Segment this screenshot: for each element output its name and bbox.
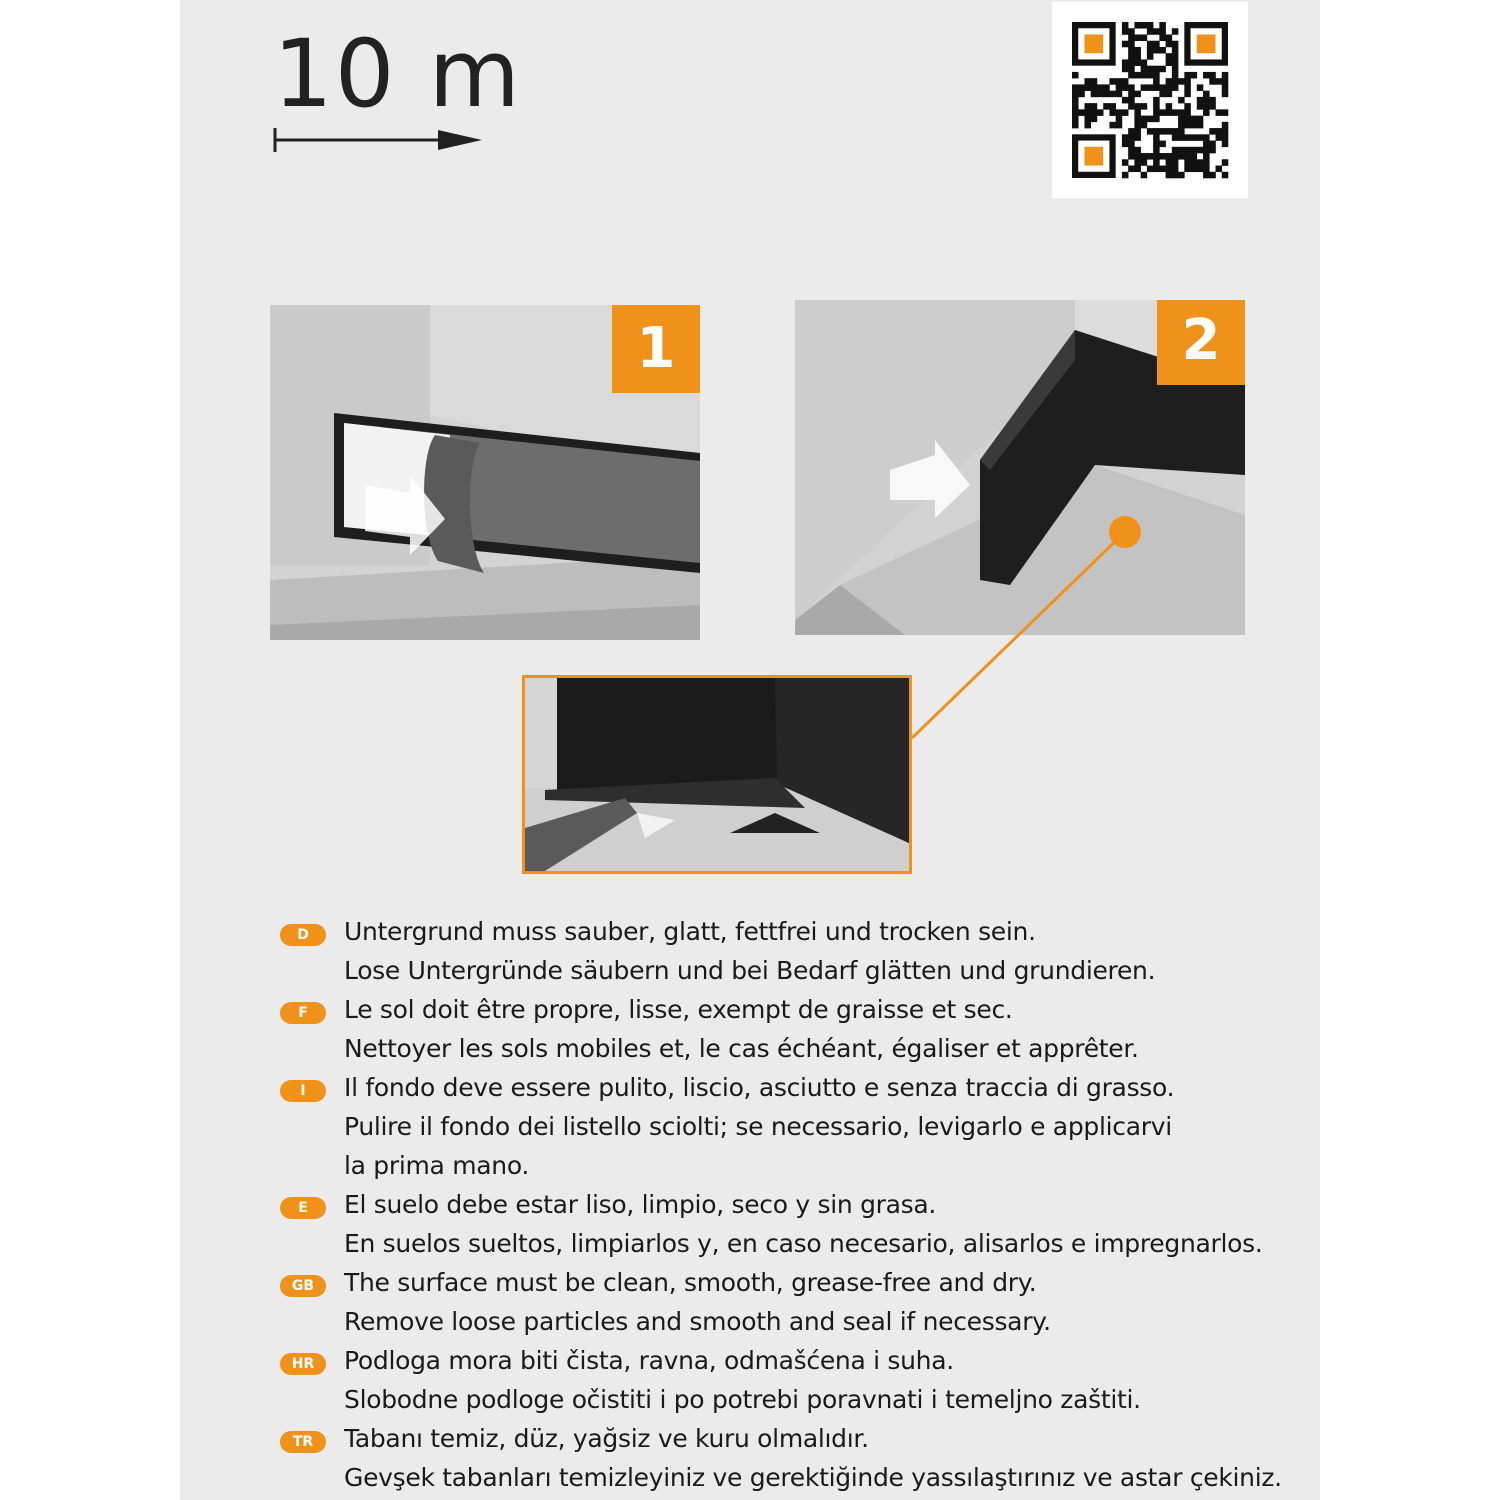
instruction-item xyxy=(280,1263,1330,1341)
instruction-text: El suelo debe estar liso, limpio, seco y sin grasa. xyxy=(344,1190,937,1219)
language-badge: D xyxy=(280,924,326,946)
length-arrow-icon xyxy=(272,124,484,156)
detail-illustration xyxy=(522,675,912,874)
instruction-text: En suelos sueltos, limpiarlos y, en caso necesario, alisarlos e impregnarlos. xyxy=(344,1229,1263,1258)
instruction-item xyxy=(280,1419,1330,1497)
instruction-text: la prima mano. xyxy=(344,1151,530,1180)
cutter-detail-illustration xyxy=(525,678,909,871)
instruction-text: Untergrund muss sauber, glatt, fettfrei und trocken sein. xyxy=(344,917,1036,946)
language-badge: GB xyxy=(280,1275,326,1297)
instruction-text: Le sol doit être propre, lisse, exempt de graisse et sec. xyxy=(344,995,1013,1024)
instruction-text: Remove loose particles and smooth and seal if necessary. xyxy=(344,1307,1051,1336)
instructions-list xyxy=(280,912,1330,1497)
language-badge: I xyxy=(280,1080,326,1102)
instruction-text: Lose Untergründe säubern und bei Bedarf glätten und grundieren. xyxy=(344,956,1156,985)
instruction-item xyxy=(280,912,1330,990)
callout-connector xyxy=(900,520,1140,750)
instruction-text: Nettoyer les sols mobiles et, le cas échéant, égaliser et apprêter. xyxy=(344,1034,1139,1063)
instruction-text: Slobodne podloge očistiti i po potrebi poravnati i temeljno zaštiti. xyxy=(344,1385,1141,1414)
instruction-item xyxy=(280,1068,1330,1185)
instruction-item xyxy=(280,990,1330,1068)
qr-code[interactable] xyxy=(1052,2,1248,198)
instruction-item xyxy=(280,1341,1330,1419)
roll-length-label: 10 m xyxy=(273,20,523,129)
instruction-text: Tabanı temiz, düz, yağsiz ve kuru olmalıdır. xyxy=(344,1424,869,1453)
language-badge: F xyxy=(280,1002,326,1024)
instruction-text: Podloga mora biti čista, ravna, odmašćena i suha. xyxy=(344,1346,954,1375)
instruction-text: Il fondo deve essere pulito, liscio, asciutto e senza traccia di grasso. xyxy=(344,1073,1175,1102)
instruction-text: The surface must be clean, smooth, grease-free and dry. xyxy=(344,1268,1037,1297)
language-badge: E xyxy=(280,1197,326,1219)
language-badge: TR xyxy=(280,1431,326,1453)
qr-code-icon xyxy=(1052,2,1248,198)
step-1-badge: 1 xyxy=(612,305,700,393)
instruction-text: Gevşek tabanları temizleyiniz ve gerektiğinde yassılaştırınız ve astar çekiniz. xyxy=(344,1463,1282,1492)
step-1-illustration xyxy=(270,305,700,640)
step-2-badge: 2 xyxy=(1157,300,1245,385)
instruction-text: Pulire il fondo dei listello sciolti; se necessario, levigarlo e applicarvi xyxy=(344,1112,1172,1141)
instruction-item xyxy=(280,1185,1330,1263)
language-badge: HR xyxy=(280,1353,326,1375)
